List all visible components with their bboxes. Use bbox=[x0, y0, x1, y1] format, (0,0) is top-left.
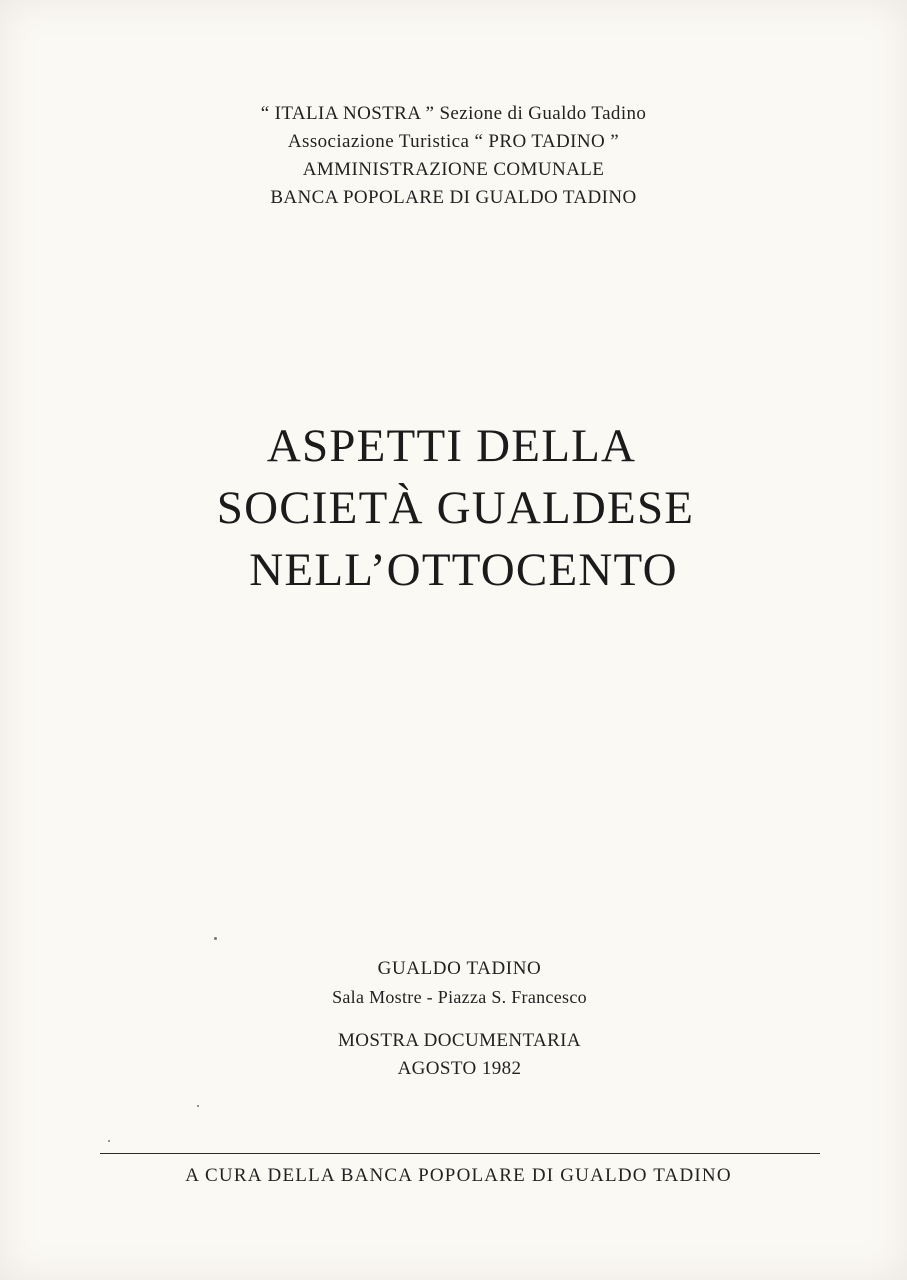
footer-divider bbox=[100, 1153, 820, 1154]
main-title bbox=[0, 415, 907, 601]
venue-city: GUALDO TADINO bbox=[377, 958, 542, 979]
venue-place: Sala Mostre - Piazza S. Francesco bbox=[332, 987, 587, 1007]
paper-speck bbox=[197, 1105, 199, 1107]
exhibition-type: MOSTRA DOCUMENTARIA bbox=[337, 1030, 582, 1051]
sponsor-banca-popolare: BANCA POPOLARE DI GUALDO TADINO bbox=[270, 187, 637, 208]
title-line-2: SOCIETÀ GUALDESE bbox=[216, 482, 695, 534]
title-line-1: ASPETTI DELLA bbox=[266, 420, 637, 472]
paper-speck bbox=[214, 937, 217, 940]
sponsor-italia-nostra: “ ITALIA NOSTRA ” Sezione di Gualdo Tadino bbox=[260, 103, 647, 124]
title-line-3: NELL’OTTOCENTO bbox=[249, 544, 678, 596]
sponsor-amministrazione: AMMINISTRAZIONE COMUNALE bbox=[302, 159, 605, 180]
paper-speck bbox=[108, 1140, 110, 1142]
sponsor-pro-tadino: Associazione Turistica “ PRO TADINO ” bbox=[287, 131, 620, 152]
venue-block bbox=[6, 955, 907, 1083]
exhibition-block bbox=[6, 1027, 907, 1083]
footer-credit: A CURA DELLA BANCA POPOLARE DI GUALDO TADINO bbox=[185, 1165, 732, 1186]
exhibition-date: AGOSTO 1982 bbox=[397, 1058, 522, 1079]
sponsor-block bbox=[0, 100, 907, 212]
